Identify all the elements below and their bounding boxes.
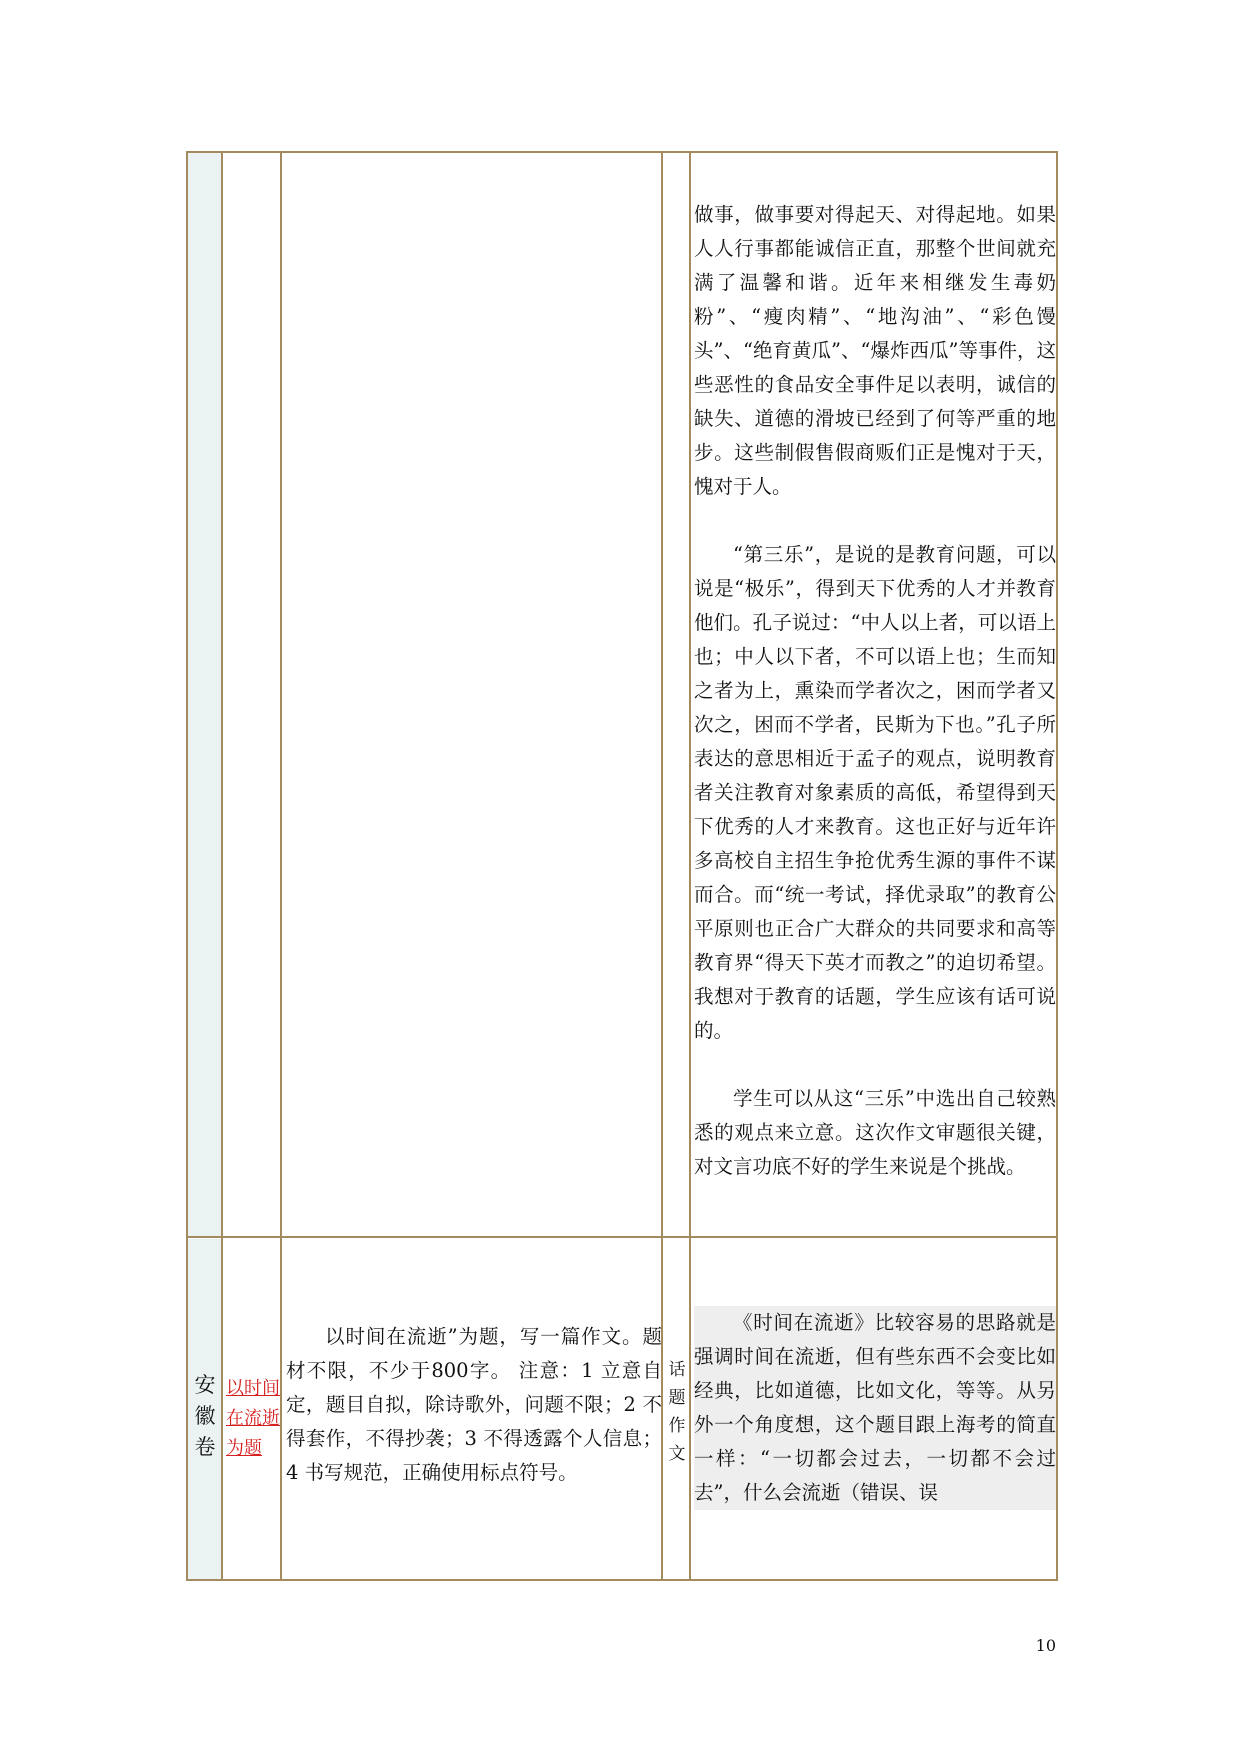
analysis-paragraph: 《时间在流逝》比较容易的思路就是强调时间在流逝，但有些东西不会变比如经典，比如道德，比如文化，等等。从另外一个角度想，这个题目跟上海考的简直一样：“一切都会过去，一切都不会过去”，什么会流逝（错误、误: [694, 1306, 1056, 1510]
row-divider: [186, 1236, 1058, 1238]
column-divider: [280, 151, 282, 1581]
analysis-cell-row2: [694, 1306, 1056, 1510]
analysis-paragraph: “第三乐”，是说的是教育问题，可以说是“极乐”，得到天下优秀的人才并教育他们。孔子说过：“中人以上者，可以语上也；中人以下者，不可以语上也；生而知之者为上，熏染而学者次之，困而学者又次之，困而不学者，民斯为下也。”孔子所表达的意思相近于孟子的观点，说明教育者关注教育对象素质的高低，希望得到天下优秀的人才来教育。这也正好与近年许多高校自主招生争抢优秀生源的事件不谋而合。而“统一考试，择优录取”的教育公平原则也正合广大群众的共同要求和高等教育界“得天下英才而教之”的迫切希望。我想对于教育的话题，学生应该有话可说的。: [694, 543, 1056, 1042]
province-cell: 安徽卷: [194, 1373, 216, 1459]
analysis-paragraph: 学生可以从这“三乐”中选出自己较熟悉的观点来立意。这次作文审题很关键，对文言功底不好的学生来说是个挑战。: [694, 1087, 1056, 1178]
page-number: 10: [1035, 1636, 1056, 1655]
essay-prompt: 以时间在流逝”为题，写一篇作文。题材不限，不少于800字。 注意：1 立意自定，题目自拟，除诗歌外，问题不限；2 不得套作，不得抄袭；3 不得透露个人信息；4 书写规范，正确使用标点符号。: [286, 1325, 662, 1484]
column-divider: [221, 151, 223, 1581]
analysis-paragraph: 做事，做事要对得起天、对得起地。如果人人行事都能诚信正直，那整个世间就充满了温馨和谐。近年来相继发生毒奶粉”、“瘦肉精”、“地沟油”、“彩色馒头”、“绝育黄瓜”、“爆炸西瓜”等事件，这些恶性的食品安全事件足以表明，诚信的缺失、道德的滑坡已经到了何等严重的地步。这些制假售假商贩们正是愧对于天，愧对于人。: [694, 203, 1056, 498]
analysis-cell-row1: [694, 198, 1056, 1218]
topic-link[interactable]: 以时间在流逝为题: [226, 1378, 280, 1459]
essay-type: 话题作文: [668, 1360, 686, 1464]
